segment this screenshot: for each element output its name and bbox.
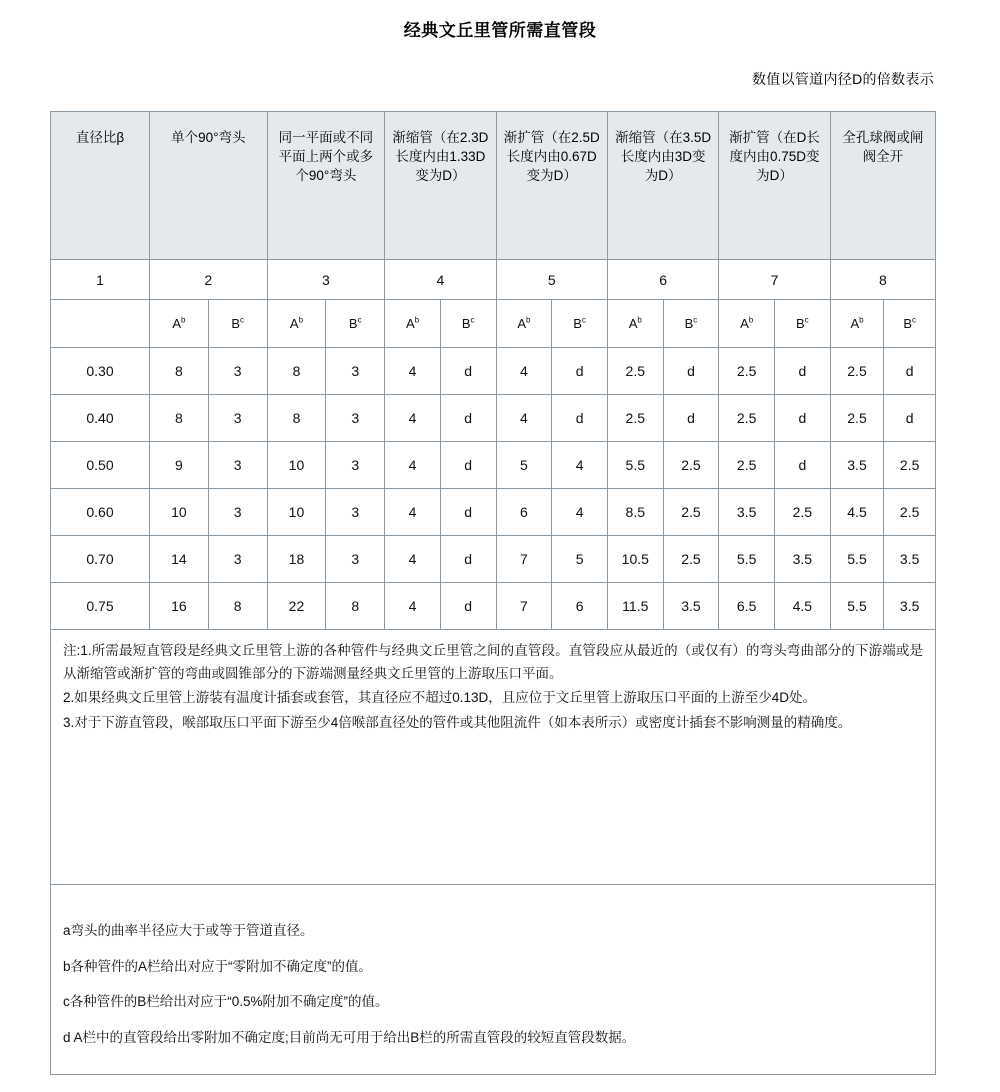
subheader-a-letter: A: [740, 316, 749, 331]
data-cell: d: [440, 395, 496, 442]
subheader-a-letter: A: [517, 316, 526, 331]
data-cell: 2.5: [830, 348, 884, 395]
subheader-col6-a: [607, 300, 663, 348]
subheader-b-footnote-mark: c: [240, 315, 245, 325]
cell-beta: 0.30: [51, 348, 150, 395]
table-row: [51, 583, 936, 630]
data-cell: 8: [150, 395, 209, 442]
subheader-a-letter: A: [628, 316, 638, 331]
data-cell: 3: [208, 395, 267, 442]
note-3: 3.对于下游直管段，喉部取压口平面下游至少4倍喉部直径处的管件或其他阻流件（如本表所示）或密度计插套不影响测量的精确度。: [63, 714, 852, 730]
data-cell: 4.5: [775, 583, 831, 630]
header-expander-2-5d-label: 渐扩管（在2.5D长度内由0.67D变为D）: [503, 130, 600, 184]
data-cell: d: [884, 395, 936, 442]
data-cell: 2.5: [663, 489, 719, 536]
table-column-number-row: [51, 260, 936, 300]
data-cell: 7: [496, 583, 552, 630]
footnote-a: a弯头的曲率半径应大于或等于管道直径。: [63, 923, 314, 938]
header-reducer-2-3d: [385, 112, 496, 260]
data-cell: d: [884, 348, 936, 395]
subheader-b-footnote-mark: c: [693, 315, 698, 325]
cell-beta: 0.70: [51, 536, 150, 583]
column-number-2: 2: [150, 260, 268, 300]
column-number-5: 5: [496, 260, 607, 300]
data-cell: 2.5: [719, 395, 775, 442]
header-single-90-bend-label: 单个90°弯头: [171, 130, 246, 145]
data-cell: 9: [150, 442, 209, 489]
subheader-beta-blank: [51, 300, 150, 348]
data-cell: 10: [267, 489, 326, 536]
data-cell: d: [440, 442, 496, 489]
data-cell: d: [440, 489, 496, 536]
data-cell: 10.5: [607, 536, 663, 583]
subheader-col7-b: [775, 300, 831, 348]
table-row: [51, 348, 936, 395]
data-cell: 14: [150, 536, 209, 583]
data-cell: d: [552, 348, 608, 395]
data-cell: 2.5: [884, 442, 936, 489]
data-cell: 10: [150, 489, 209, 536]
subheader-col4-b: [440, 300, 496, 348]
subheader-a-footnote-mark: b: [414, 315, 420, 325]
data-cell: d: [440, 583, 496, 630]
data-cell: 4: [385, 536, 441, 583]
data-cell: d: [440, 536, 496, 583]
table-row: [51, 536, 936, 583]
cell-beta: 0.75: [51, 583, 150, 630]
header-reducer-3-5d-label: 渐缩管（在3.5D长度内由3D变为D）: [615, 130, 712, 184]
data-cell: 4: [385, 583, 441, 630]
data-cell: 4.5: [830, 489, 884, 536]
subheader-a-letter: A: [850, 316, 860, 331]
data-cell: 3: [326, 536, 385, 583]
table-subheader-row: [51, 300, 936, 348]
data-cell: 8: [267, 348, 326, 395]
column-number-3: 3: [267, 260, 385, 300]
subheader-b-letter: B: [348, 316, 358, 331]
data-cell: 4: [552, 442, 608, 489]
table-row: [51, 442, 936, 489]
data-cell: 2.5: [607, 348, 663, 395]
subheader-col7-a: [719, 300, 775, 348]
subheader-col4-a: [385, 300, 441, 348]
data-cell: 3: [208, 489, 267, 536]
data-cell: 4: [385, 489, 441, 536]
data-cell: 3: [326, 442, 385, 489]
footnote-c: c各种管件的B栏给出对应于“0.5%附加不确定度”的值。: [63, 994, 389, 1010]
data-cell: 3: [208, 536, 267, 583]
data-cell: 8.5: [607, 489, 663, 536]
data-cell: 3: [208, 442, 267, 489]
data-cell: 22: [267, 583, 326, 630]
data-cell: 2.5: [663, 536, 719, 583]
subheader-a-footnote-mark: b: [859, 315, 864, 325]
subheader-col8-a: [830, 300, 884, 348]
data-cell: 5.5: [830, 583, 884, 630]
subheader-col8-b: [884, 300, 936, 348]
data-cell: 6.5: [719, 583, 775, 630]
note-1: 注:1.所需最短直管段是经典文丘里管上游的各种管件与经典文丘里管之间的直管段。直管段应从最近的（或仅有）的弯头弯曲部分的下游端或是从渐缩管或渐扩管的弯曲或圆锥部分的下游端测量经典文丘里管的上游取压口平面。: [63, 643, 923, 682]
note-2: 2.如果经典文丘里管上游装有温度计插套或套管，其直径应不超过0.13D，且应位于文丘里管上游取压口平面的上游至少4D处。: [63, 690, 817, 706]
data-cell: d: [775, 395, 831, 442]
subheader-a-footnote-mark: b: [181, 315, 186, 325]
table-row: [51, 489, 936, 536]
data-cell: 11.5: [607, 583, 663, 630]
footnote-b: b各种管件的A栏给出对应于“零附加不确定度”的值。: [63, 958, 373, 974]
subheader-b-letter: B: [796, 316, 805, 331]
data-cell: 5: [552, 536, 608, 583]
table-header-group-row: [51, 112, 936, 260]
header-beta-ratio: [51, 112, 150, 260]
subheader-b-letter: B: [903, 316, 912, 331]
data-cell: 3.5: [775, 536, 831, 583]
data-cell: 5.5: [607, 442, 663, 489]
data-cell: d: [663, 348, 719, 395]
data-cell: 4: [385, 395, 441, 442]
subheader-b-footnote-mark: c: [911, 315, 916, 325]
data-cell: 8: [326, 583, 385, 630]
header-full-bore-valve-label: 全孔球阀或闸阀全开: [842, 130, 924, 165]
subheader-b-footnote-mark: c: [470, 315, 475, 325]
data-cell: 4: [496, 348, 552, 395]
header-single-90-bend: [150, 112, 268, 260]
column-number-1: 1: [51, 260, 150, 300]
data-cell: d: [552, 395, 608, 442]
data-cell: 5.5: [830, 536, 884, 583]
subheader-col2-a: [150, 300, 209, 348]
cell-beta: 0.40: [51, 395, 150, 442]
data-cell: d: [440, 348, 496, 395]
data-cell: 3: [208, 348, 267, 395]
data-cell: 2.5: [663, 442, 719, 489]
subheader-a-letter: A: [405, 316, 415, 331]
data-cell: 2.5: [830, 395, 884, 442]
header-multiple-90-bends-label: 同一平面或不同平面上两个或多个90°弯头: [278, 130, 374, 184]
subheader-col2-b: [208, 300, 267, 348]
page-title: 经典文丘里管所需直管段: [403, 21, 597, 40]
data-cell: 5.5: [719, 536, 775, 583]
subheader-b-footnote-mark: c: [357, 315, 362, 325]
data-cell: 3.5: [884, 536, 936, 583]
header-expander-d-label: 渐扩管（在D长度内由0.75D变为D）: [729, 130, 820, 184]
data-cell: 7: [496, 536, 552, 583]
data-cell: 3.5: [884, 583, 936, 630]
column-number-8: 8: [830, 260, 935, 300]
data-cell: d: [663, 395, 719, 442]
data-cell: 10: [267, 442, 326, 489]
subheader-b-letter: B: [461, 316, 471, 331]
column-number-6: 6: [607, 260, 718, 300]
subheader-b-letter: B: [231, 316, 241, 331]
footnote-d: d A栏中的直管段给出零附加不确定度;目前尚无可用于给出B栏的所需直管段的较短直管段数据。: [63, 1029, 636, 1045]
data-cell: 5: [496, 442, 552, 489]
data-cell: 8: [267, 395, 326, 442]
data-cell: 8: [150, 348, 209, 395]
data-cell: 3: [326, 348, 385, 395]
header-expander-2-5d: [496, 112, 607, 260]
column-number-7: 7: [719, 260, 830, 300]
header-beta-ratio-label: 直径比β: [75, 130, 125, 145]
subheader-col3-b: [326, 300, 385, 348]
subheader-col6-b: [663, 300, 719, 348]
subheader-col3-a: [267, 300, 326, 348]
data-cell: 8: [208, 583, 267, 630]
data-cell: 3.5: [830, 442, 884, 489]
data-cell: 2.5: [607, 395, 663, 442]
subheader-a-footnote-mark: b: [637, 315, 642, 325]
subheader-a-footnote-mark: b: [298, 315, 304, 325]
subheader-col5-b: [552, 300, 608, 348]
cell-beta: 0.60: [51, 489, 150, 536]
data-cell: 3: [326, 395, 385, 442]
table-row: [51, 395, 936, 442]
data-cell: 4: [496, 395, 552, 442]
column-number-4: 4: [385, 260, 496, 300]
notes-section: [50, 630, 936, 885]
data-cell: 2.5: [884, 489, 936, 536]
data-cell: 4: [385, 442, 441, 489]
subheader-b-footnote-mark: c: [804, 315, 809, 325]
data-cell: 16: [150, 583, 209, 630]
header-reducer-2-3d-label: 渐缩管（在2.3D长度内由1.33D变为D）: [392, 130, 489, 184]
header-full-bore-valve: [830, 112, 935, 260]
data-cell: 6: [496, 489, 552, 536]
data-cell: 3.5: [719, 489, 775, 536]
header-expander-d: [719, 112, 830, 260]
cell-beta: 0.50: [51, 442, 150, 489]
data-cell: 2.5: [719, 442, 775, 489]
subheader-a-letter: A: [172, 316, 181, 331]
data-cell: 2.5: [719, 348, 775, 395]
subheader-a-letter: A: [289, 316, 299, 331]
data-cell: 18: [267, 536, 326, 583]
data-cell: 3.5: [663, 583, 719, 630]
subheader-b-letter: B: [684, 316, 694, 331]
data-cell: d: [775, 348, 831, 395]
subheader-b-footnote-mark: c: [581, 315, 586, 325]
page-subtitle: 数值以管道内径D的倍数表示: [751, 71, 934, 87]
data-cell: 3: [326, 489, 385, 536]
table-container: [50, 111, 936, 630]
data-cell: 4: [385, 348, 441, 395]
data-cell: d: [775, 442, 831, 489]
subheader-a-footnote-mark: b: [748, 315, 754, 325]
subheader-col5-a: [496, 300, 552, 348]
header-multiple-90-bends: [267, 112, 385, 260]
data-cell: 4: [552, 489, 608, 536]
subheader-b-letter: B: [573, 316, 582, 331]
footnotes-section: [50, 885, 936, 1075]
header-reducer-3-5d: [607, 112, 718, 260]
data-cell: 2.5: [775, 489, 831, 536]
straight-pipe-requirements-table: [50, 111, 936, 630]
subheader-a-footnote-mark: b: [526, 315, 531, 325]
data-cell: 6: [552, 583, 608, 630]
